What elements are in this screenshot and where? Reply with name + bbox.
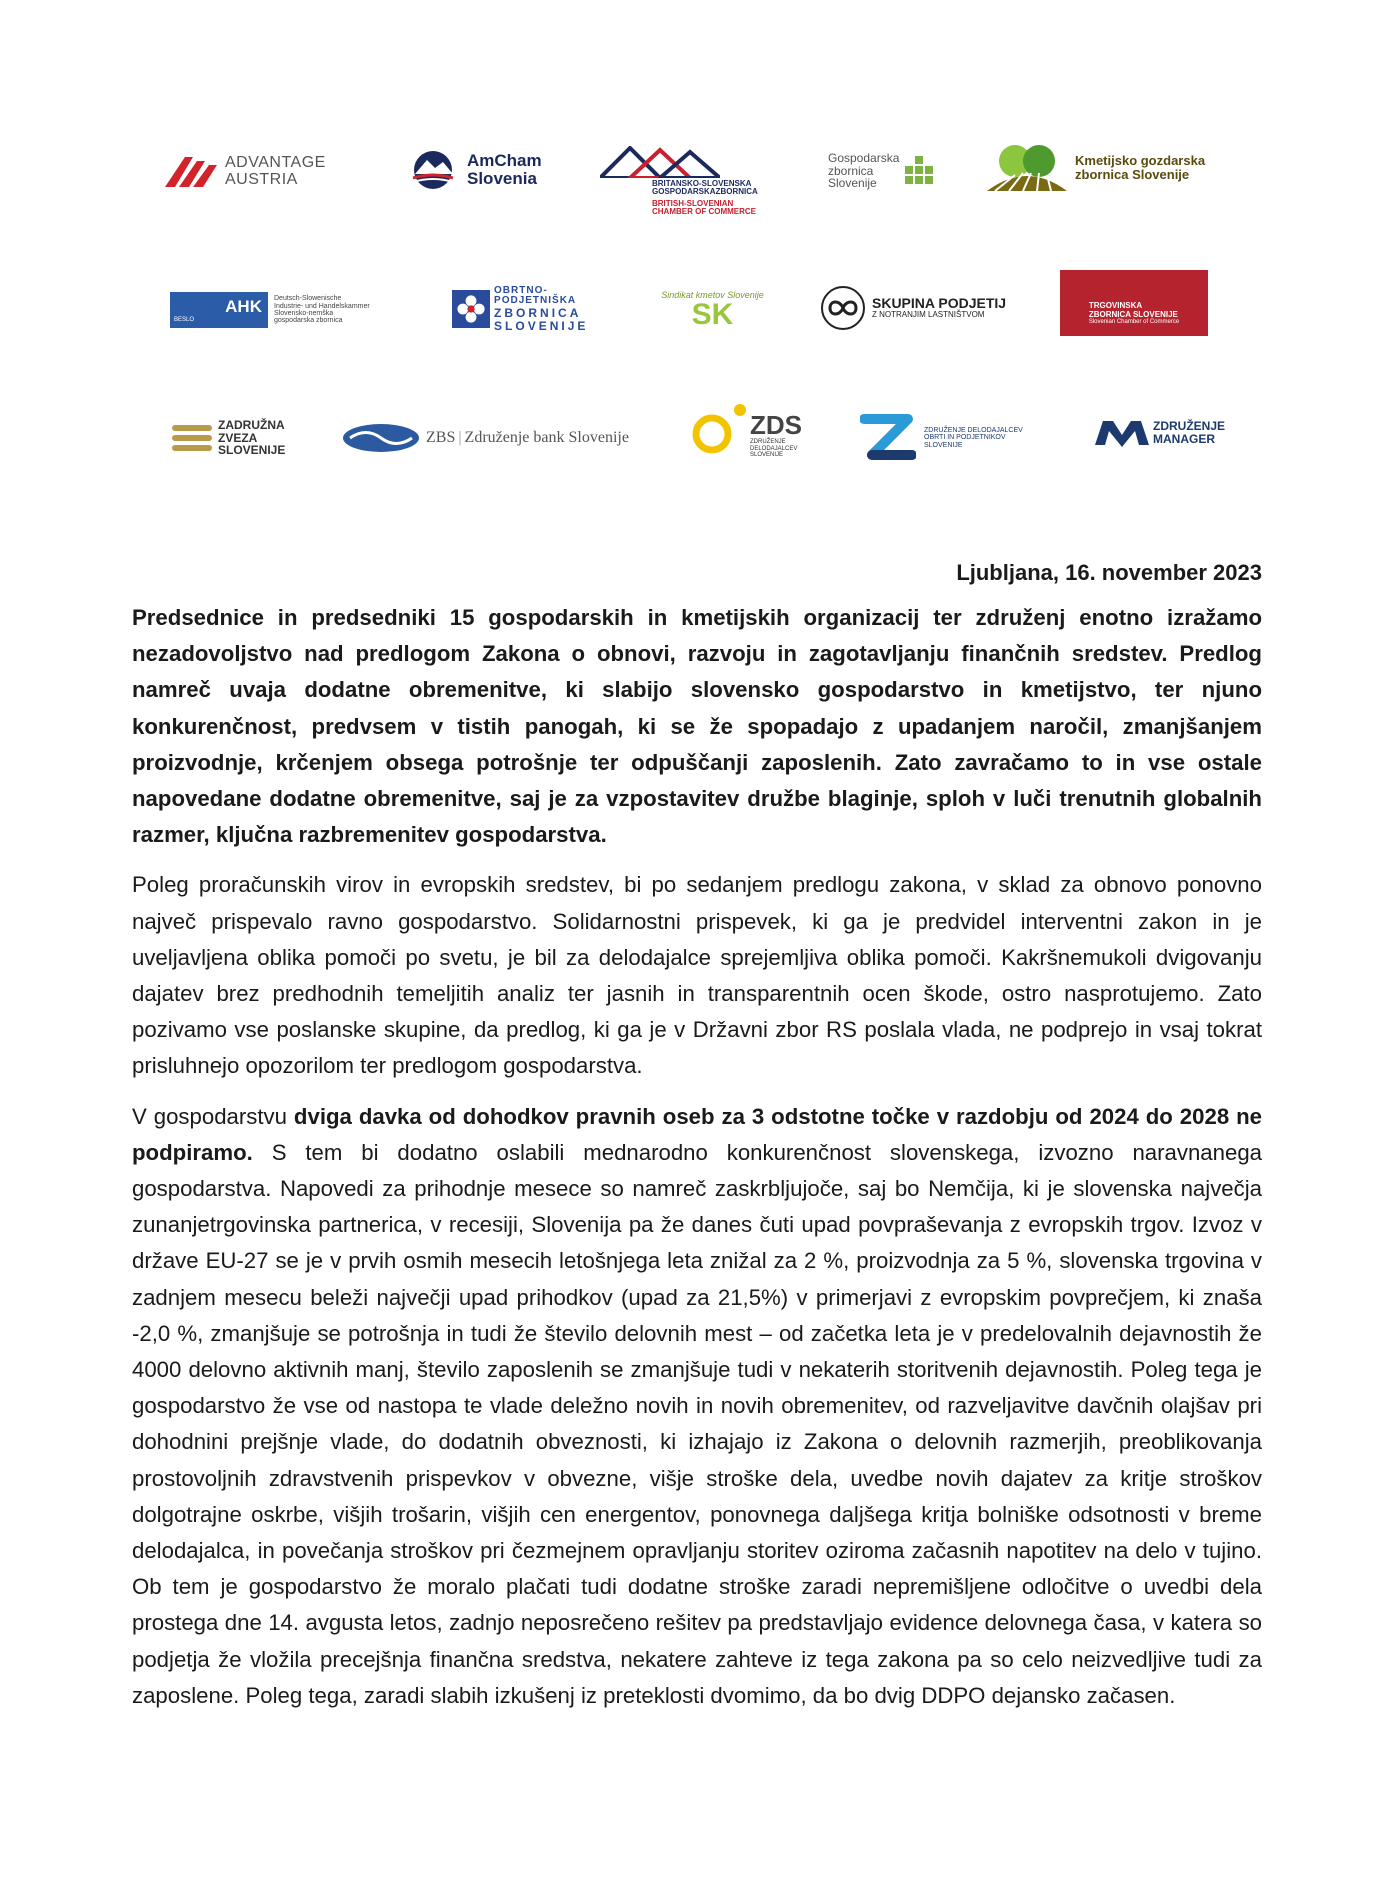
british-slovenian-mountain-icon: [600, 146, 720, 178]
kgzs-fields-icon: [985, 143, 1069, 193]
gzs-grid-icon: [903, 156, 937, 186]
paragraph-ddpo-rest: S tem bi dodatno oslabili mednarodno konkurenčnost slovenskega, izvozno naravnanega gospodarstva. Napovedi za prihodnje mesece so namreč zaskrbljujoče, saj bo Nemčija, ki je slovenska največja zunanjetrgovinska partnerica, v recesiji, Slovenija pa že danes čuti upad povpraševanja z evropskih trgov. Izvoz v države EU-27 se je v prvih osmih mesecih letošnjega leta znižal za 2 %, proizvodnja za 5 %, slovenska trgovina v zadnjem mesecu beleži največji upad prihodkov (upad za 21,5%) v primerjavi z evropskim povprečjem, ki znaša -2,0 %, zmanjšuje se potrošnja in tudi že število delovnih mest – od začetka leta je v predelovalnih dejavnostih že 4000 delovno aktivnih manj, število zaposlenih se zmanjšuje tudi v nekaterih storitvenih dejavnostih. Poleg tega je gospodarstvo že vse od nastopa te vlade deležno novih in novih obremenitev, od razveljavitve davčnih olajšav pri dohodnini prejšnje vlade, do dodatnih obveznosti, ki izhajajo iz Zakona o delovnih razmerjih, preoblikovanja prostovoljnih zdravstvenih prispevkov v obvezne, višje stroške dela, uvedbe novih dajatev za kritje stroškov dolgotrajne oskrbe, višjih trošarin, višjih cen energentov, ponovnega daljšega kritja bolniške odsotnosti v breme delodajalca, in povečanja stroškov pri čezmejnem opravljanju storitev oziroma začasnih napotitev na delo v tujino. Ob tem je gospodarstvo že moralo plačati tudi dodatne stroške zaradi nepremišljene odločitve o uvedbi dela prostega dne 14. avgusta letos, zadnjo neposrečeno rešitev pa predstavljajo evidence delovnega časa, v katera so podjetja že vložila precejšnja finančna sredstva, nekatere zahteve iz tega zakona pa so celo neizvedljive tudi za zaposlene. Poleg tega, zaradi slabih izkušenj iz preteklosti dvomimo, da bo dvig DDPO dejansko začasen.: [132, 1139, 1262, 1708]
document-date: Ljubljana, 16. november 2023: [956, 560, 1262, 585]
zadruzna-zveza-logo: [172, 418, 307, 458]
partner-logos: [0, 0, 1383, 500]
logo-line: MANAGER: [1152, 432, 1215, 446]
logo-line: Deutsch-Slowenische: [274, 295, 342, 303]
logo-line: zbornica Slovenije: [1075, 167, 1190, 182]
ahk-mark-text: AHK: [225, 297, 262, 316]
logo-line: ADVANTAGE: [225, 154, 326, 172]
zdops-z-icon: [860, 411, 916, 465]
paragraph-ddpo-lead: V gospodarstvu: [132, 1103, 294, 1129]
logo-line: OBRTNO-PODJETNIŠKA: [494, 284, 577, 307]
ahk-sub-text: BESLO: [174, 317, 195, 323]
logo-line: Slovenian Chamber of Commerce: [1088, 319, 1180, 326]
logo-line: ZBORNICA: [494, 305, 582, 320]
zds-logo: [690, 392, 830, 478]
british-slovenian-logo: [600, 146, 790, 228]
ozs-flower-icon: [452, 288, 490, 330]
sk-arc-text: Sindikat kmetov Slovenije: [661, 290, 764, 300]
zbs-divider: |: [458, 428, 462, 446]
logo-line: SLOVENIJE: [218, 443, 286, 458]
zbs-wave-icon: [342, 423, 420, 453]
logo-line: Slovenia: [467, 169, 537, 188]
infinity-icon: [820, 285, 866, 331]
logo-line: SLOVENIJE: [924, 441, 963, 449]
logo-line: AmCham: [467, 151, 542, 171]
logo-line: zbornica: [828, 163, 874, 178]
logo-line: SKUPINA PODJETIJ: [872, 295, 1007, 312]
kgzs-logo: [985, 142, 1225, 194]
logo-line: AUSTRIA: [225, 171, 298, 188]
tzs-logo: [1060, 270, 1208, 336]
zbs-abbr: ZBS: [426, 428, 456, 446]
logo-line: Slovenije: [828, 176, 877, 191]
logo-line: Z NOTRANJIM LASTNIŠTVOM: [872, 310, 985, 320]
sk-mark: SK: [691, 298, 734, 331]
logo-line: TRGOVINSKA: [1088, 301, 1143, 311]
logo-line: ZDRUŽENJE: [750, 439, 786, 446]
advantage-austria-icon: [165, 155, 221, 189]
logo-line: GOSPODARSKAZBORNICA: [652, 187, 758, 197]
paragraph-ddpo: [132, 1099, 1262, 1714]
document-body: [132, 560, 1262, 1728]
ozs-logo: [452, 284, 617, 333]
logo-line: ZDRUŽENJE DELODAJALCEV: [924, 426, 1023, 434]
logo-line: Industrie- und Handelskammer: [274, 302, 370, 310]
logo-line: BRITANSKO-SLOVENSKA: [652, 179, 752, 188]
amcham-mountain-icon: [405, 150, 461, 190]
paragraph-solidarity: Poleg proračunskih virov in evropskih sredstev, bi po sedanjem predlogu zakona, v sklad za obnovo ponovno največ prispevalo ravno gospodarstvo. Solidarnostni prispevek, ki ga je predvidel interventni zakon in je uveljavljena oblika pomoči po svetu, je bil za delodajalce sprejemljiva oblika pomoči. Kakršnemukoli dvigovanju dajatev brez predhodnih temeljitih analiz ter jasnih in transparentnih ocen škode, ostro nasprotujemo. Zato pozivamo vse poslanske skupine, da predlog, ki ga je v Državni zbor RS poslala vlada, ne podprejo in vsaj tokrat prisluhnejo opozorilom ter predlogom gospodarstva.: [132, 872, 1262, 1079]
intro-paragraph: Predsednice in predsedniki 15 gospodarskih in kmetijskih organizacij ter združenj enotno izražamo nezadovoljstvo nad predlogom Zakona o obnovi, razvoju in zagotavljanju finančnih sredstev. Predlog namreč uvaja dodatne obremenitve, ki slabijo slovensko gospodarstvo in kmetijstvo, ter njuno konkurenčnost, predvsem v tistih panogah, ki se že spopadajo z upadanjem naročil, zmanjšanjem proizvodnje, krčenjem obsega potrošnje ter odpuščanji zaposlenih. Zato zavračamo to in vse ostale napovedane dodatne obremenitve, saj je za vzpostavitev družbe blaginje, sploh v luči trenutnih globalnih razmer, ključna razbremenitev gospodarstva.: [132, 605, 1262, 848]
zbs-logo: [342, 420, 662, 456]
logo-line: OBRTI IN PODJETNIKOV: [924, 434, 1006, 442]
logo-line: Kmetijsko gozdarska: [1075, 153, 1206, 169]
manager-m-icon: [1095, 419, 1149, 447]
logo-line: ZDRUŽENJE: [1152, 419, 1225, 434]
logo-line: SLOVENIJE: [494, 318, 589, 333]
logo-line: ZADRUŽNA: [218, 418, 285, 433]
zdops-logo: [860, 410, 1070, 466]
logo-line: ZBORNICA SLOVENIJE: [1088, 309, 1178, 319]
zds-mark: ZDS: [750, 409, 802, 440]
logo-line: ZVEZA: [218, 430, 258, 445]
skupina-podjetij-logo: [820, 285, 1030, 331]
gzs-logo: [828, 148, 948, 194]
logo-line: CHAMBER OF COMMERCE: [652, 207, 756, 217]
paragraph-ddpo-bold: dviga davka od dohodkov pravnih oseb za 3 odstotne točke v razdobju od 2024 do 2028 ne podpiramo.: [132, 1103, 1263, 1165]
logo-line: BRITISH-SLOVENIAN: [652, 198, 734, 208]
zds-circles-icon: [690, 402, 748, 468]
logo-line: SLOVENIJE: [750, 451, 784, 458]
logo-line: Slovensko-nemška: [274, 310, 334, 317]
zadruzna-zveza-icon: [172, 423, 214, 453]
zdruzenje-manager-logo: [1095, 416, 1225, 450]
logo-line: Gospodarska: [828, 151, 900, 166]
ahk-logo: [170, 290, 410, 330]
logo-line: gospodarska zbornica: [274, 317, 343, 325]
ahk-mark: [170, 292, 268, 328]
zbs-name: Združenje bank Slovenije: [464, 428, 629, 446]
amcham-logo: [405, 148, 555, 192]
sindikat-kmetov-logo: [650, 280, 775, 340]
logo-line: DELODAJALCEV: [750, 445, 798, 452]
advantage-austria-logo: [165, 152, 345, 192]
